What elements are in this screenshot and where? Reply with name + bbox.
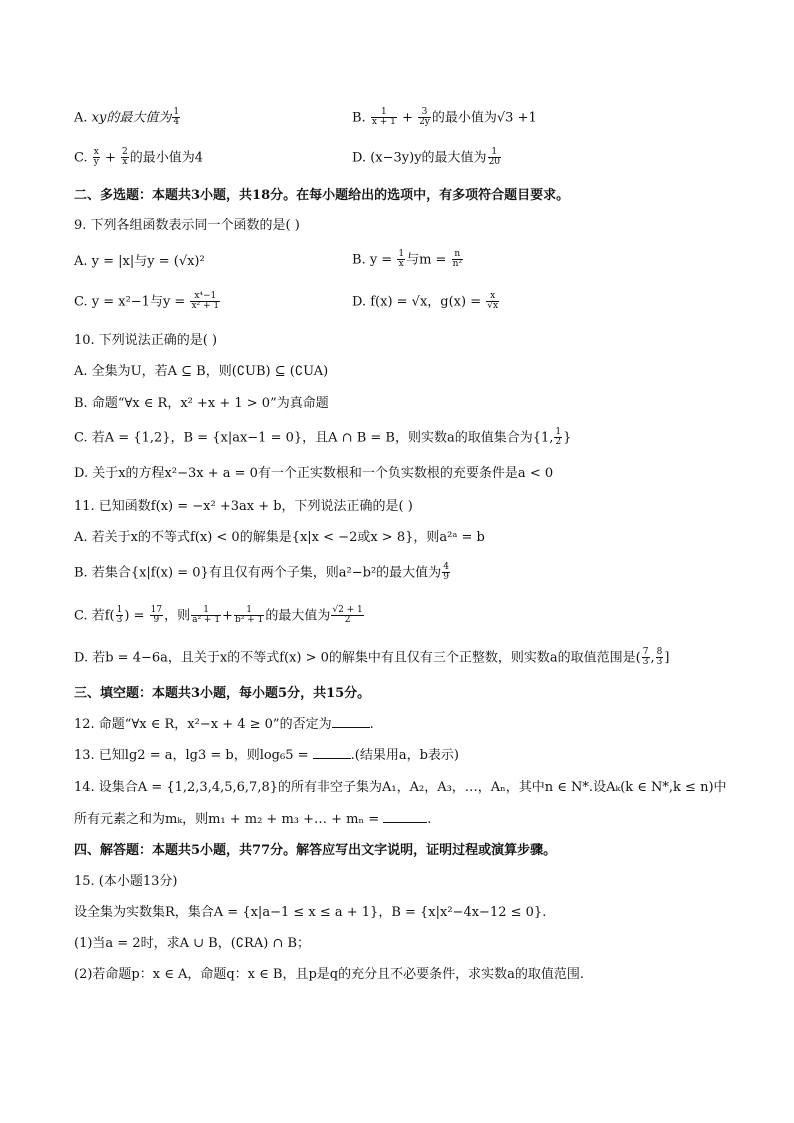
question-text: . bbox=[427, 812, 432, 827]
fraction bbox=[190, 292, 220, 312]
fraction bbox=[121, 148, 129, 168]
numerator: 1 bbox=[398, 249, 405, 259]
q11-stem: 11. 已知函数f(x) = −x² +3ax + b，下列说法正确的是( ) bbox=[74, 499, 413, 514]
numerator: 1 bbox=[234, 606, 264, 616]
numerator: √2 + 1 bbox=[332, 605, 363, 615]
option-text: 的最小值为4 bbox=[129, 150, 204, 166]
denominator: 2 bbox=[344, 615, 351, 626]
denominator: 9 bbox=[153, 615, 160, 626]
fraction bbox=[150, 606, 163, 626]
option-text: (x−3y)y的最大值为 bbox=[370, 150, 487, 166]
numerator: 1 bbox=[555, 427, 562, 437]
option-text: C. 若f( bbox=[74, 608, 115, 624]
option-text: D. f(x) = √x，g(x) = bbox=[352, 294, 486, 310]
numerator: 17 bbox=[150, 605, 163, 615]
denominator: x bbox=[398, 259, 404, 270]
option-text: ] bbox=[664, 650, 670, 666]
option-text: } bbox=[563, 430, 572, 446]
fraction bbox=[418, 108, 431, 128]
answer-blank bbox=[383, 812, 427, 823]
denominator: x² + 1 bbox=[191, 301, 220, 312]
q10-option-c bbox=[74, 428, 571, 448]
numerator: 1 bbox=[371, 108, 397, 118]
denominator: a² + 1 bbox=[192, 615, 221, 626]
q9-stem: 9. 下列各组函数表示同一个函数的是( ) bbox=[74, 218, 300, 233]
fraction bbox=[642, 648, 650, 668]
option-text: 与m = bbox=[406, 252, 451, 268]
q9-option-a: A. y = |x|与y = (√x)² bbox=[74, 254, 205, 269]
q11-option-c bbox=[74, 606, 365, 626]
q15-line-2: (1)当a = 2时，求A ∪ B，(∁RA) ∩ B； bbox=[74, 936, 310, 951]
q10-stem: 10. 下列说法正确的是( ) bbox=[74, 333, 218, 348]
q15-line-1: 设全集为实数集R，集合A = {x|a−1 ≤ x ≤ a + 1}，B = {x|x²−4x−12 ≤ 0}. bbox=[74, 905, 547, 920]
q11-option-b bbox=[74, 563, 451, 583]
option-label: D. bbox=[352, 150, 371, 166]
fraction bbox=[488, 148, 501, 168]
denominator: 4 bbox=[173, 117, 180, 128]
numerator: 1 bbox=[191, 606, 221, 616]
fraction bbox=[656, 648, 664, 668]
denominator: 3 bbox=[642, 657, 649, 668]
option-text: ，则 bbox=[164, 608, 191, 624]
q15-title: 15. (本小题13分) bbox=[74, 874, 178, 889]
q8-option-b: B. $\frac{1}{x + 1}$ + $\frac{3}{2y}$ 的最小值为√3 +1 bbox=[352, 107, 537, 128]
denominator: 20 bbox=[488, 157, 501, 168]
question-text: . bbox=[369, 717, 374, 732]
q13 bbox=[74, 748, 459, 765]
q8-option-a bbox=[74, 108, 181, 128]
denominator: 2y bbox=[419, 117, 430, 128]
question-text: 12. 命题“∀x ∈ R，x²−x + 4 ≥ 0”的否定为 bbox=[74, 717, 332, 732]
denominator: n² bbox=[452, 259, 462, 270]
fraction bbox=[452, 250, 463, 270]
denominator: √x bbox=[487, 301, 499, 312]
q9-option-c bbox=[74, 292, 221, 312]
q14-line-2 bbox=[74, 812, 431, 829]
fraction bbox=[93, 148, 100, 168]
option-text: xy的最大值为 bbox=[91, 110, 172, 126]
numerator: x bbox=[93, 147, 99, 157]
q8-option-c: C. $\frac{x}{y}$ + $\frac{2}{x}$ 的最小值为4 bbox=[74, 147, 204, 168]
answer-blank bbox=[313, 748, 351, 759]
denominator: x bbox=[122, 157, 128, 168]
numerator: 1 bbox=[116, 605, 123, 615]
numerator: x⁴−1 bbox=[190, 292, 220, 302]
q9-option-b bbox=[352, 250, 464, 270]
q14-line-1: 14. 设集合A = {1,2,3,4,5,6,7,8}的所有非空子集为A₁，A₂，A₃，…，Aₙ，其中n ∈ N*.设Aₖ(k ∈ N*,k ≤ n)中 bbox=[74, 780, 727, 795]
numerator: 7 bbox=[642, 647, 649, 657]
denominator: 3 bbox=[656, 657, 663, 668]
option-label: A. bbox=[74, 110, 92, 126]
fraction bbox=[554, 428, 562, 448]
section-heading-4: 四、解答题：本题共5小题，共77分。解答应写出文字说明，证明过程或演算步骤。 bbox=[74, 843, 557, 858]
q10-option-d: D. 关于x的方程x²−3x + a = 0有一个正实数根和一个负实数根的充要条件是a < 0 bbox=[74, 466, 554, 481]
fraction bbox=[331, 606, 363, 626]
section-heading-3: 三、填空题：本题共3小题，每小题5分，共15分。 bbox=[74, 686, 371, 701]
q10-option-b: B. 命题“∀x ∈ R，x² +x + 1 > 0”为真命题 bbox=[74, 396, 329, 411]
option-text: 的最小值为√3 +1 bbox=[431, 110, 537, 126]
option-text: B. y = bbox=[352, 252, 397, 268]
option-text: + bbox=[222, 608, 233, 624]
option-label: C. bbox=[74, 150, 92, 166]
option-text: 的最大值为 bbox=[265, 608, 331, 624]
numerator: 8 bbox=[656, 647, 663, 657]
fraction bbox=[397, 250, 405, 270]
fraction bbox=[371, 108, 397, 128]
numerator: n bbox=[452, 250, 463, 260]
option-text: C. y = x²−1与y = bbox=[74, 294, 190, 310]
numerator: 3 bbox=[418, 108, 431, 118]
fraction bbox=[116, 606, 124, 626]
numerator: x bbox=[486, 292, 499, 302]
question-text: 13. 已知lg2 = a，lg3 = b，则log₆5 = bbox=[74, 748, 313, 763]
denominator: 3 bbox=[116, 615, 123, 626]
numerator: 1 bbox=[488, 148, 501, 158]
q9-option-d bbox=[352, 292, 500, 312]
section-heading-2: 二、多选题：本题共3小题，共18分。在每小题给出的选项中，有多项符合题目要求。 bbox=[74, 188, 570, 203]
denominator: 2 bbox=[555, 437, 562, 448]
option-text: C. 若A = {1,2}，B = {x|ax−1 = 0}，且A ∩ B = B，则实数a的取值集合为{1, bbox=[74, 430, 554, 446]
numerator: 1 bbox=[173, 107, 180, 117]
question-text: 所有元素之和为mₖ，则m₁ + m₂ + m₃ +… + mₙ = bbox=[74, 812, 384, 827]
fraction bbox=[234, 606, 264, 626]
q15-line-3: (2)若命题p：x ∈ A，命题q：x ∈ B，且p是q的充分且不必要条件，求实数a的取值范围. bbox=[74, 967, 584, 982]
option-text: ) = bbox=[124, 608, 149, 624]
q12 bbox=[74, 717, 374, 734]
option-text: D. 若b = 4−6a，且关于x的不等式f(x) > 0的解集中有且仅有三个正整数，则实数a的取值范围是( bbox=[74, 650, 641, 666]
option-label: B. bbox=[352, 110, 370, 126]
fraction bbox=[172, 108, 180, 128]
fraction bbox=[442, 563, 450, 583]
denominator: x + 1 bbox=[371, 117, 396, 128]
q11-option-a: A. 若关于x的不等式f(x) < 0的解集是{x|x < −2或x > 8}，则a²ᵃ = b bbox=[74, 530, 485, 545]
denominator: y bbox=[93, 157, 99, 168]
fraction bbox=[191, 606, 221, 626]
q10-option-a: A. 全集为U，若A ⊆ B，则(∁UB) ⊆ (∁UA) bbox=[74, 364, 329, 379]
question-text: .(结果用a，b表示) bbox=[350, 748, 459, 763]
option-text: B. 若集合{x|f(x) = 0}有且仅有两个子集，则a²−b²的最大值为 bbox=[74, 565, 442, 581]
answer-blank bbox=[332, 717, 370, 728]
numerator: 4 bbox=[443, 562, 449, 572]
denominator: 9 bbox=[443, 572, 449, 583]
denominator: b² + 1 bbox=[234, 615, 264, 626]
fraction bbox=[486, 292, 499, 312]
q11-option-d: D. 若b = 4−6a，且关于x的不等式f(x) > 0的解集中有且仅有三个正整数，则实数a的取值范围是( $\frac{7}{3}$ , $\frac{8}{3}$ ] bbox=[74, 647, 670, 668]
q8-option-d bbox=[352, 148, 502, 168]
numerator: 2 bbox=[122, 147, 128, 157]
